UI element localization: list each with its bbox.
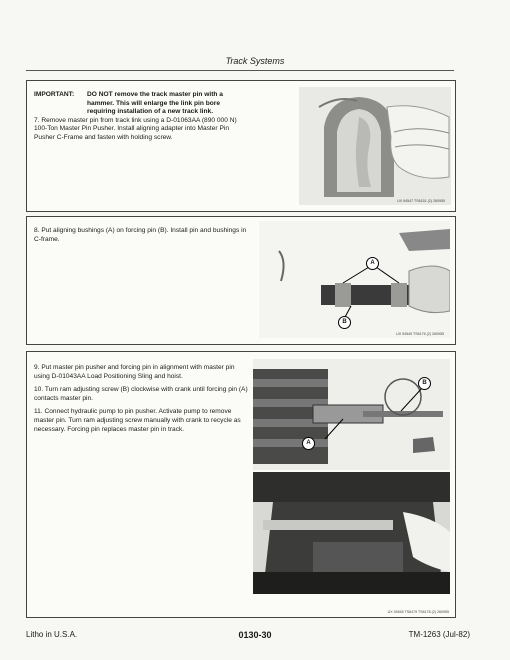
pin-pusher-photo [253, 359, 450, 470]
section-title: Track Systems [225, 56, 285, 66]
pin-pusher-illustration [253, 359, 450, 470]
photo-caption: UX 94545 TS6479 TS6178 (2) 260955 [387, 610, 449, 614]
important-label: IMPORTANT: [34, 91, 75, 98]
important-text: DO NOT remove the track master pin with a hammer. This will enlarge the link pin bore requiring installation of a new track link. [87, 91, 223, 116]
track-illustration [253, 472, 450, 594]
callout-b: B [418, 377, 431, 390]
step-9-text: 9. Put master pin pusher and forcing pin in alignment with master pin using D-01043AA Load Positioning Sling and hoist. [34, 364, 235, 380]
callout-b: B [338, 316, 351, 329]
photo-caption: UX 94547 TS6151 (2) 260955 [397, 199, 445, 203]
step-panel-8 [26, 216, 456, 345]
callout-a: A [366, 257, 379, 270]
track-close-up-photo [253, 472, 450, 594]
step-11-text: 11. Connect hydraulic pump to pin pusher. Activate pump to remove master pin. Turn ram adjusting screw manually with crank to recycle as necessary. Forcing pin replaces master pin in track. [34, 408, 241, 433]
header-rule [26, 70, 454, 71]
photo-caption: UX 94549 TS6176 (2) 260955 [396, 332, 444, 336]
important-note [34, 91, 249, 117]
footer-litho: Litho in U.S.A. [26, 630, 78, 639]
callout-a: A [302, 437, 315, 450]
panel-text [34, 91, 249, 143]
step-8-text: 8. Put aligning bushings (A) on forcing pin (B). Install pin and bushings in C-frame. [34, 227, 247, 243]
page-number: 0130-30 [238, 630, 272, 640]
step-7-text: 7. Remove master pin from track link using a D-01063AA (890 000 N) 100-Ton Master Pin Pusher. Install aligning adapter into Master Pin Pusher C-Frame and fasten with holding screw. [34, 116, 237, 141]
aligning-bushings-photo [259, 221, 450, 338]
step-panel-9-11 [26, 351, 456, 618]
panel-text [34, 364, 249, 434]
master-pin-photo [299, 87, 451, 205]
step-10-text: 10. Turn ram adjusting screw (B) clockwise with crank until forcing pin (A) contacts master pin. [34, 386, 248, 402]
step-panel-7 [26, 80, 456, 212]
master-pin-illustration [299, 87, 451, 205]
panel-text [34, 227, 249, 244]
forcing-pin-illustration [259, 221, 450, 338]
manual-number: TM-1263 (Jul-82) [408, 630, 470, 639]
